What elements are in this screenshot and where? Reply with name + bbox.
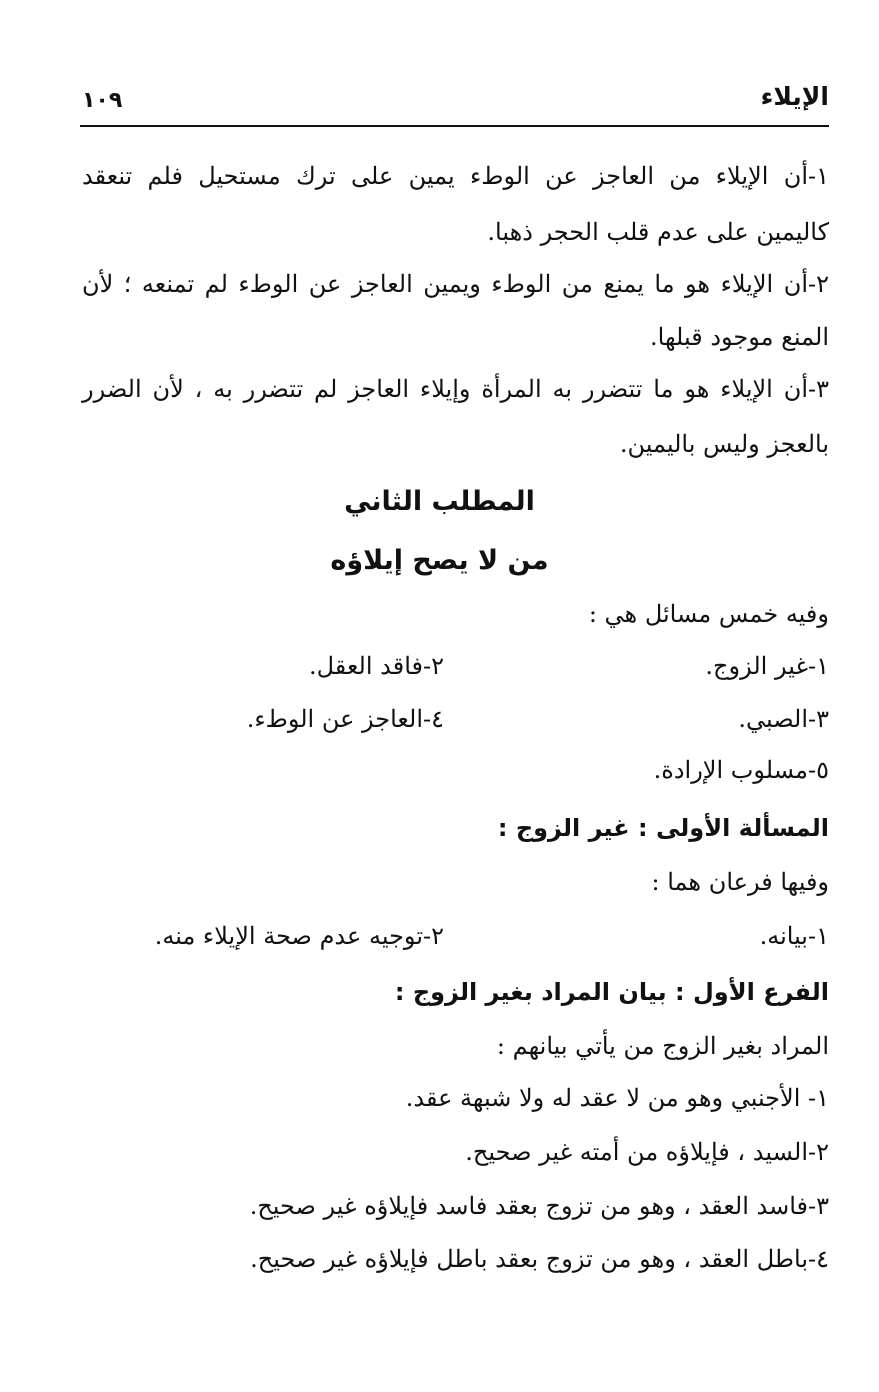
list-item: ٥-مسلوب الإرادة. xyxy=(653,756,829,784)
list-item: ١-بيانه. xyxy=(759,922,829,950)
list-item: ١-غير الزوج. xyxy=(705,652,829,680)
list-item: ٣-الصبي. xyxy=(738,705,829,733)
list-item: ٢-السيد ، فإيلاؤه من أمته غير صحيح. xyxy=(465,1138,829,1166)
point-1-line-1: ١-أن الإيلاء من العاجز عن الوطء يمين على ترك مستحيل فلم تنعقد xyxy=(82,162,829,190)
point-3-line-1: ٣-أن الإيلاء هو ما تتضرر به المرأة وإيلاء العاجز لم تتضرر به ، لأن الضرر xyxy=(82,375,829,403)
point-2-line-1: ٢-أن الإيلاء هو ما يمنع من الوطء ويمين العاجز عن الوطء لم تمنعه ؛ لأن xyxy=(82,270,829,298)
list-item: ٣-فاسد العقد ، وهو من تزوج بعقد فاسد فإيلاؤه غير صحيح. xyxy=(249,1192,829,1220)
list-item: ٤-العاجز عن الوطء. xyxy=(246,705,444,733)
point-1-line-2: كاليمين على عدم قلب الحجر ذهبا. xyxy=(487,218,829,246)
issue-1-title: المسألة الأولى : غير الزوج : xyxy=(497,814,829,842)
running-header-title: الإيلاء xyxy=(760,82,829,111)
issue-1-intro: وفيها فرعان هما : xyxy=(651,868,829,896)
list-item: ٢-توجيه عدم صحة الإيلاء منه. xyxy=(154,922,444,950)
page-number: ١٠٩ xyxy=(82,88,123,113)
branch-1-intro: المراد بغير الزوج من يأتي بيانهم : xyxy=(496,1032,829,1060)
header-rule xyxy=(80,125,829,127)
list-item: ٤-باطل العقد ، وهو من تزوج بعقد باطل فإيلاؤه غير صحيح. xyxy=(250,1245,829,1273)
point-3-line-2: بالعجز وليس باليمين. xyxy=(619,430,829,458)
section-intro: وفيه خمس مسائل هي : xyxy=(588,600,829,628)
branch-1-title: الفرع الأول : بيان المراد بغير الزوج : xyxy=(394,978,829,1006)
section-subtitle: من لا يصح إيلاؤه xyxy=(330,545,549,576)
point-2-line-2: المنع موجود قبلها. xyxy=(650,323,829,351)
list-item: ٢-فاقد العقل. xyxy=(309,652,444,680)
section-title: المطلب الثاني xyxy=(344,486,535,517)
list-item: ١- الأجنبي وهو من لا عقد له ولا شبهة عقد. xyxy=(405,1084,829,1112)
